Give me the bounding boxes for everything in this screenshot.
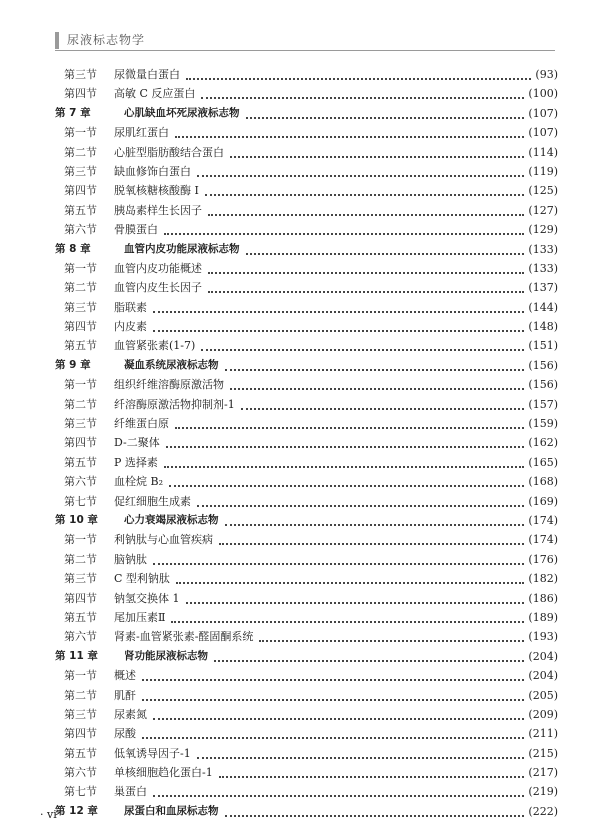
section-title: P 选择素 — [114, 455, 158, 469]
toc-chapter-row[interactable] — [0, 104, 608, 123]
section-number: 第三节 — [64, 68, 97, 81]
section-number: 第二节 — [64, 552, 97, 566]
dot-leader — [205, 194, 525, 196]
page-reference: (186) — [528, 591, 558, 605]
toc-chapter-row[interactable] — [0, 647, 608, 666]
toc-section-row[interactable] — [0, 201, 608, 220]
toc-section-row[interactable] — [0, 724, 608, 743]
dot-leader — [186, 602, 525, 604]
page-reference: (127) — [528, 203, 558, 217]
section-number: 第三节 — [64, 417, 97, 431]
section-number: 第五节 — [64, 455, 97, 469]
page-reference: (204) — [528, 669, 558, 683]
page-reference: (148) — [528, 320, 558, 334]
section-title: 尿微量白蛋白 — [114, 68, 180, 81]
toc-section-row[interactable] — [0, 492, 608, 511]
section-number: 第五节 — [64, 746, 97, 760]
page-reference: (174) — [528, 513, 558, 527]
page-reference: (189) — [528, 610, 558, 624]
page-number: · vi · — [40, 808, 64, 821]
toc-section-row[interactable] — [0, 550, 608, 569]
dot-leader — [153, 795, 524, 797]
section-number: 第四节 — [64, 591, 97, 605]
page-reference: (151) — [528, 339, 558, 353]
section-number: 第七节 — [64, 785, 97, 799]
section-number: 第五节 — [64, 339, 97, 353]
section-title: 组织纤维溶酶原激活物 — [114, 378, 224, 392]
page-reference: (133) — [528, 242, 558, 256]
chapter-title: 肾功能尿液标志物 — [124, 649, 208, 662]
section-title: 尿酸 — [114, 727, 136, 741]
toc-section-row[interactable] — [0, 181, 608, 200]
section-number: 第二节 — [64, 281, 97, 295]
page-reference: (174) — [528, 533, 558, 547]
dot-leader — [197, 175, 524, 177]
chapter-number: 第 10 章 — [55, 513, 98, 526]
dot-leader — [246, 253, 525, 255]
section-title: 钠氢交换体 1 — [114, 591, 180, 605]
dot-leader — [153, 330, 524, 332]
page-reference: (159) — [528, 417, 558, 431]
dot-leader — [164, 466, 525, 468]
page-reference: (165) — [528, 455, 558, 469]
dot-leader — [142, 699, 524, 701]
page-reference: (119) — [528, 164, 558, 178]
dot-leader — [225, 815, 525, 817]
toc-section-row[interactable] — [0, 143, 608, 162]
dot-leader — [201, 349, 524, 351]
dot-leader — [153, 563, 524, 565]
page-reference: (217) — [528, 766, 558, 780]
section-title: 单核细胞趋化蛋白-1 — [114, 766, 213, 780]
dot-leader — [175, 427, 524, 429]
toc-section-row[interactable] — [0, 375, 608, 394]
section-title: 血管内皮生长因子 — [114, 281, 202, 295]
dot-leader — [164, 233, 524, 235]
section-number: 第四节 — [64, 320, 97, 334]
toc-section-row[interactable] — [0, 433, 608, 452]
section-number: 第六节 — [64, 223, 97, 237]
section-title: 促红细胞生成素 — [114, 494, 191, 508]
section-title: 利钠肽与心血管疾病 — [114, 533, 213, 547]
dot-leader — [197, 757, 525, 759]
dot-leader — [208, 291, 524, 293]
dot-leader — [259, 640, 524, 642]
section-number: 第二节 — [64, 145, 97, 159]
dot-leader — [153, 311, 524, 313]
page-reference: (168) — [528, 475, 558, 489]
section-number: 第六节 — [64, 766, 97, 780]
section-title: 概述 — [114, 669, 136, 683]
toc-section-row[interactable] — [0, 278, 608, 297]
section-title: 肾素-血管紧张素-醛固酮系统 — [114, 630, 254, 644]
section-number: 第一节 — [64, 126, 97, 140]
dot-leader — [171, 621, 524, 623]
dot-leader — [230, 156, 524, 158]
section-number: 第一节 — [64, 261, 97, 275]
section-title: 脂联素 — [114, 300, 147, 314]
toc-section-row[interactable] — [0, 84, 608, 103]
toc-section-row[interactable] — [0, 530, 608, 549]
section-number: 第六节 — [64, 475, 97, 489]
page-reference: (129) — [528, 223, 558, 237]
chapter-title: 血管内皮功能尿液标志物 — [124, 242, 240, 255]
toc-section-row[interactable] — [0, 705, 608, 724]
section-title: 纤维蛋白原 — [114, 417, 169, 431]
toc-section-row[interactable] — [0, 162, 608, 181]
section-title: 内皮素 — [114, 320, 147, 334]
section-title: 血管内皮功能概述 — [114, 261, 202, 275]
page-reference: (169) — [528, 494, 558, 508]
section-number: 第六节 — [64, 630, 97, 644]
toc-section-row[interactable] — [0, 569, 608, 588]
toc-section-row[interactable] — [0, 123, 608, 142]
toc-section-row[interactable] — [0, 395, 608, 414]
toc-section-row[interactable] — [0, 414, 608, 433]
section-number: 第三节 — [64, 707, 97, 721]
toc-section-row[interactable] — [0, 744, 608, 763]
section-number: 第一节 — [64, 533, 97, 547]
section-number: 第二节 — [64, 397, 97, 411]
page-reference: (144) — [528, 300, 558, 314]
section-title: 血栓烷 B₂ — [114, 475, 163, 489]
page-reference: (219) — [528, 785, 558, 799]
dot-leader — [225, 369, 525, 371]
section-number: 第二节 — [64, 688, 97, 702]
page-reference: (162) — [528, 436, 558, 450]
dot-leader — [201, 97, 524, 99]
section-title: 尿素氮 — [114, 707, 147, 721]
dot-leader — [219, 776, 525, 778]
page-reference: (204) — [528, 649, 558, 663]
section-title: 心脏型脂肪酸结合蛋白 — [114, 145, 224, 159]
dot-leader — [225, 524, 525, 526]
dot-leader — [208, 272, 524, 274]
page-reference: (93) — [535, 68, 558, 81]
page-reference: (222) — [528, 804, 558, 818]
table-of-contents — [0, 65, 608, 821]
page-reference: (125) — [528, 184, 558, 198]
toc-section-row[interactable] — [0, 259, 608, 278]
section-number: 第一节 — [64, 669, 97, 683]
chapter-title: 凝血系统尿液标志物 — [124, 358, 219, 371]
toc-section-row[interactable] — [0, 666, 608, 685]
section-number: 第四节 — [64, 184, 97, 198]
section-title: 肌酐 — [114, 688, 136, 702]
section-title: 纤溶酶原激活物抑制剂-1 — [114, 397, 235, 411]
chapter-number: 第 11 章 — [55, 649, 98, 662]
section-number: 第五节 — [64, 203, 97, 217]
dot-leader — [230, 388, 524, 390]
section-number: 第四节 — [64, 727, 97, 741]
section-number: 第四节 — [64, 436, 97, 450]
page-reference: (107) — [528, 106, 558, 120]
toc-chapter-row[interactable] — [0, 240, 608, 259]
toc-section-row[interactable] — [0, 686, 608, 705]
section-title: 胰岛素样生长因子 — [114, 203, 202, 217]
toc-section-row[interactable] — [0, 763, 608, 782]
toc-section-row[interactable] — [0, 336, 608, 355]
page-reference: (209) — [528, 707, 558, 721]
dot-leader — [169, 485, 524, 487]
toc-section-row[interactable] — [0, 317, 608, 336]
page-reference: (156) — [528, 358, 558, 372]
chapter-number: 第 8 章 — [55, 242, 91, 255]
dot-leader — [166, 446, 525, 448]
section-title: 骨膜蛋白 — [114, 223, 158, 237]
header-accent-bar — [55, 32, 59, 49]
page-reference: (107) — [528, 126, 558, 140]
section-title: 缺血修饰白蛋白 — [114, 164, 191, 178]
dot-leader — [219, 543, 524, 545]
chapter-title: 尿蛋白和血尿标志物 — [124, 804, 219, 817]
dot-leader — [175, 136, 524, 138]
dot-leader — [208, 214, 524, 216]
section-number: 第五节 — [64, 610, 97, 624]
section-title: 脱氧核糖核酸酶 I — [114, 184, 199, 198]
section-title: 血管紧张素(1-7) — [114, 339, 196, 353]
dot-leader — [241, 408, 525, 410]
toc-section-row[interactable] — [0, 782, 608, 801]
chapter-number: 第 12 章 — [55, 804, 98, 817]
page-reference: (182) — [528, 572, 558, 586]
page-reference: (157) — [528, 397, 558, 411]
toc-section-row[interactable] — [0, 608, 608, 627]
dot-leader — [142, 737, 524, 739]
dot-leader — [197, 505, 524, 507]
dot-leader — [176, 582, 524, 584]
toc-section-row[interactable] — [0, 65, 608, 84]
page-reference: (176) — [528, 552, 558, 566]
page-reference: (133) — [528, 261, 558, 275]
page-reference: (215) — [528, 746, 558, 760]
page-reference: (114) — [528, 145, 558, 159]
toc-section-row[interactable] — [0, 589, 608, 608]
toc-chapter-row[interactable] — [0, 511, 608, 530]
toc-chapter-row[interactable] — [0, 802, 608, 821]
toc-section-row[interactable] — [0, 453, 608, 472]
dot-leader — [186, 78, 531, 80]
section-title: 脑钠肽 — [114, 552, 147, 566]
toc-section-row[interactable] — [0, 220, 608, 239]
page-reference: (100) — [528, 87, 558, 101]
page-reference: (137) — [528, 281, 558, 295]
chapter-number: 第 7 章 — [55, 106, 91, 119]
section-title: C 型利钠肽 — [114, 572, 170, 586]
dot-leader — [153, 718, 524, 720]
toc-section-row[interactable] — [0, 298, 608, 317]
toc-section-row[interactable] — [0, 627, 608, 646]
section-number: 第三节 — [64, 164, 97, 178]
page-reference: (205) — [528, 688, 558, 702]
toc-chapter-row[interactable] — [0, 356, 608, 375]
chapter-title: 心肌缺血坏死尿液标志物 — [124, 106, 240, 119]
section-title: 尾加压素Ⅱ — [114, 610, 166, 624]
page-reference: (156) — [528, 378, 558, 392]
section-title: 尿肌红蛋白 — [114, 126, 169, 140]
dot-leader — [142, 679, 524, 681]
toc-section-row[interactable] — [0, 472, 608, 491]
running-header — [55, 30, 555, 51]
section-title: 高敏 C 反应蛋白 — [114, 87, 196, 101]
section-number: 第四节 — [64, 87, 97, 101]
section-title: D-二聚体 — [114, 436, 160, 450]
section-title: 低氧诱导因子-1 — [114, 746, 191, 760]
section-number: 第三节 — [64, 300, 97, 314]
chapter-title: 心力衰竭尿液标志物 — [124, 513, 219, 526]
header-title: 尿液标志物学 — [67, 33, 146, 47]
dot-leader — [246, 117, 525, 119]
chapter-number: 第 9 章 — [55, 358, 91, 371]
section-number: 第七节 — [64, 494, 97, 508]
page-reference: (193) — [528, 630, 558, 644]
section-number: 第一节 — [64, 378, 97, 392]
dot-leader — [214, 660, 524, 662]
page-reference: (211) — [528, 727, 558, 741]
section-title: 巢蛋白 — [114, 785, 147, 799]
section-number: 第三节 — [64, 572, 97, 586]
